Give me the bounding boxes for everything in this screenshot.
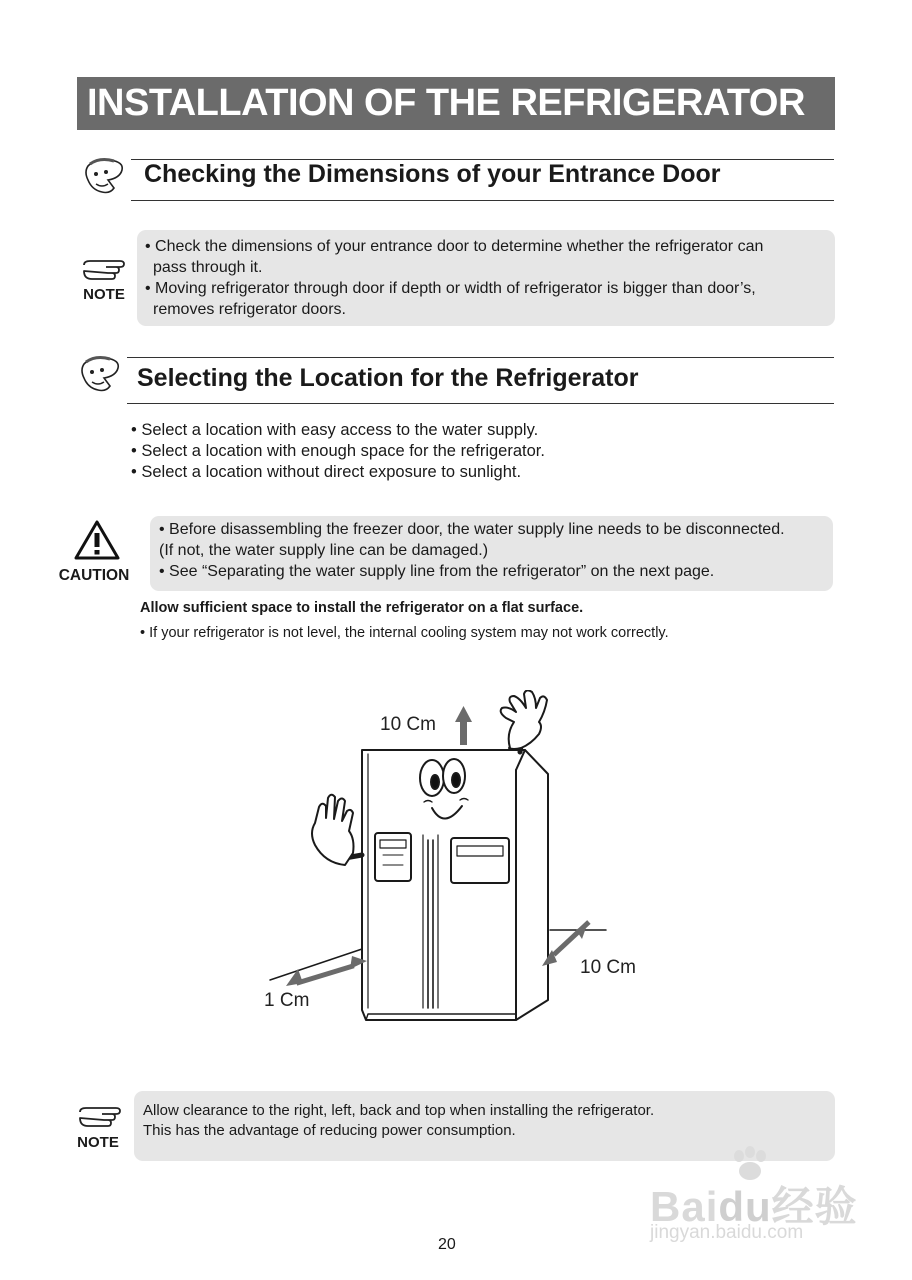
side-clearance-label: 1 Cm — [264, 990, 310, 1011]
pointing-hand-icon — [72, 352, 126, 398]
caution-line: • Before disassembling the freezer door, the water supply line needs to be disconnected. — [159, 521, 785, 538]
refrigerator-clearance-diagram — [240, 690, 660, 1035]
caution-line: (If not, the water supply line can be damaged.) — [159, 542, 489, 559]
caution-label: CAUTION — [58, 567, 130, 584]
note-line: This has the advantage of reducing power consumption. — [143, 1122, 516, 1139]
pointing-hand-icon — [76, 154, 130, 200]
note-box-door — [137, 230, 835, 326]
note-label: NOTE — [83, 286, 125, 303]
space-text: • If your refrigerator is not level, the internal cooling system may not work correctly. — [140, 625, 669, 641]
page-title: INSTALLATION OF THE REFRIGERATOR — [77, 77, 835, 130]
caution-box — [150, 516, 833, 591]
note-hand-icon — [76, 1104, 124, 1130]
section-divider-bottom — [127, 403, 834, 404]
note-line: Allow clearance to the right, left, back and top when installing the refrigerator. — [143, 1102, 655, 1119]
section-divider-bottom — [131, 200, 834, 201]
section-heading-door: Checking the Dimensions of your Entrance Door — [144, 160, 721, 188]
watermark-url: jingyan.baidu.com — [650, 1222, 804, 1243]
location-bullet-list — [131, 420, 545, 483]
back-clearance-label: 10 Cm — [580, 957, 636, 978]
baidu-watermark — [648, 1146, 858, 1246]
list-item: • Select a location with enough space for the refrigerator. — [131, 442, 545, 460]
warning-triangle-icon — [73, 519, 121, 561]
section-heading-location: Selecting the Location for the Refrigerator — [137, 364, 639, 392]
section-divider-top — [127, 357, 834, 358]
list-item: • Select a location without direct exposure to sunlight. — [131, 463, 522, 481]
page-number: 20 — [438, 1236, 456, 1253]
list-item: • Select a location with easy access to the water supply. — [131, 421, 539, 439]
note-line: • Moving refrigerator through door if depth or width of refrigerator is bigger than door’s, — [145, 280, 756, 297]
note-line: • Check the dimensions of your entrance door to determine whether the refrigerator can — [145, 238, 764, 255]
top-clearance-label: 10 Cm — [380, 714, 436, 735]
note-label: NOTE — [77, 1134, 119, 1151]
caution-line: • See “Separating the water supply line from the refrigerator” on the next page. — [159, 563, 715, 580]
space-heading: Allow sufficient space to install the refrigerator on a flat surface. — [140, 600, 584, 616]
note-hand-icon — [80, 257, 128, 283]
note-line: removes refrigerator doors. — [153, 301, 346, 318]
note-line: pass through it. — [153, 259, 263, 276]
watermark-brand: Baidu经验 — [650, 1183, 858, 1230]
